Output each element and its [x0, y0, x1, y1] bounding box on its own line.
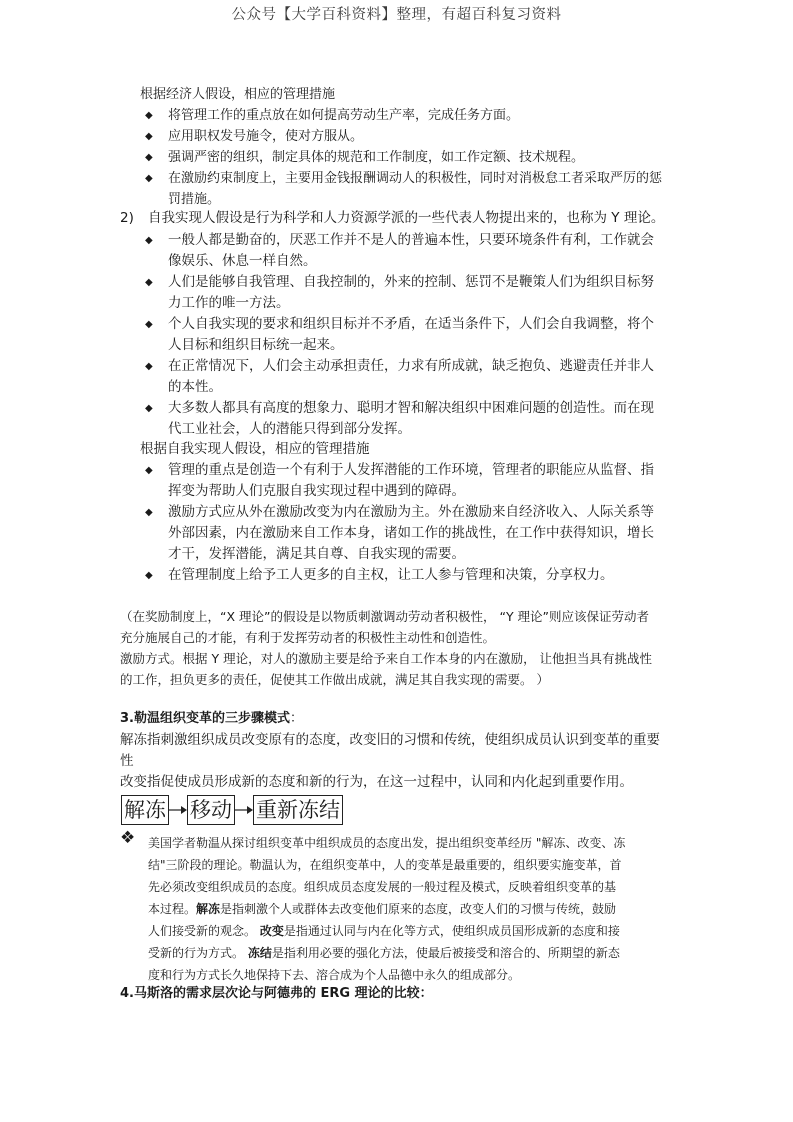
bullet-diamond-icon: ◆ [145, 152, 153, 163]
section4-title: 4.马斯洛的需求层次论与阿德弗的 ERG 理论的比较： [120, 986, 433, 1001]
self-measure: 管理的重点是创造一个有利于人发挥潜能的工作环境，管理者的职能应从监督、指 [168, 462, 654, 478]
detail-line [148, 921, 620, 943]
step-box-move: 移动 [187, 795, 235, 825]
detail-line: 度和行为方式长久地保持下去、溶合成为个人品德中永久的组成部分。 [148, 968, 521, 982]
self-bullet-cont: 的本性。 [168, 379, 222, 395]
step-box-unfreeze: 解冻 [121, 795, 169, 825]
econ-bullet: 在激励约束制度上，主要用金钱报酬调动人的积极性，同时对消极怠工者采取严厉的惩 [168, 171, 663, 186]
econ-intro: 根据经济人假设，相应的管理措施 [140, 87, 336, 102]
self-bullet-cont: 力工作的唯一方法。 [168, 295, 290, 311]
step-box-refreeze: 重新冻结 [253, 795, 343, 825]
self-bullet: 个人自我实现的要求和组织目标并不矛盾，在适当条件下，人们会自我调整，将个 [168, 316, 654, 332]
bullet-diamond-icon: ◆ [145, 319, 153, 330]
section-number: 2) [120, 210, 134, 226]
self-bullet-cont: 代工业社会，人的潜能只得到部分发挥。 [168, 421, 411, 437]
econ-bullet-cont: 罚措施。 [168, 192, 221, 207]
note-line: 激励方式。根据 Y 理论，对人的激励主要是给予来自工作本身的内在激励， 让他担当具有挑战性 [120, 651, 653, 666]
econ-bullet: 应用职权发号施令，使对方服从。 [168, 129, 364, 144]
econ-bullet: 将管理工作的重点放在如何提高劳动生产率，完成任务方面。 [168, 108, 520, 123]
self-title: 自我实现人假设是行为科学和人力资源学派的一些代表人物提出来的，也称为 Y 理论。 [148, 210, 665, 226]
detail-line [148, 943, 620, 965]
note-line: 充分施展自己的才能，有利于发挥劳动者的积极性主动性和创造性。 [120, 630, 496, 645]
detail-line [148, 899, 616, 921]
bullet-diamond-icon: ◆ [145, 570, 153, 581]
bullet-diamond-icon: ◆ [145, 235, 153, 246]
bullet-diamond-icon: ◆ [145, 110, 153, 121]
self-bullet: 人们是能够自我管理、自我控制的，外来的控制、惩罚不是鞭策人们为组织目标努 [168, 274, 654, 290]
detail-text: 是指利用必要的强化方法，使最后被接受和溶合的、所期望的新态 [271, 946, 620, 960]
detail-line: 先必须改变组织成员的态度。组织成员态度发展的一般过程及模式，反映着组织变革的基 [148, 880, 617, 894]
arrow-right-icon [235, 795, 253, 825]
detail-text: 是指通过认同与内在化等方式，使组织成员国形成新的态度和接 [283, 924, 620, 938]
econ-bullet: 强调严密的组织，制定具体的规范和工作制度，如工作定额、技术规程。 [168, 150, 585, 165]
section3-title [120, 709, 303, 729]
detail-text: 是指刺激个人或群体去改变他们原来的态度，改变人们的习惯与传统，鼓励 [220, 902, 617, 916]
detail-line: 美国学者勒温从探讨组织变革中组织成员的态度出发，提出组织变革经历 "解冻、改变、冻 [148, 836, 626, 850]
three-step-flow [121, 795, 343, 825]
self-bullet: 在正常情况下，人们会主动承担责任，力求有所成就，缺乏抱负、逃避责任并非人 [168, 358, 654, 374]
keyword-refreeze: 冻结 [247, 946, 272, 960]
detail-line: 结"三阶段的理论。勒温认为，在组织变革中，人的变革是最重要的，组织要实施变革，首 [148, 858, 622, 872]
detail-text: 人们接受新的观念。 [148, 924, 260, 938]
bullet-diamond-icon: ◆ [145, 403, 153, 414]
page-header: 公众号【大学百科资料】整理，有超百科复习资料 [231, 7, 562, 23]
note-line: 的工作，担负更多的责任，促使其工作做出成就，满足其自我实现的需要。 ） [120, 672, 549, 687]
self-bullet: 大多数人都具有高度的想象力、聪明才智和解决组织中困难问题的创造性。而在现 [168, 400, 654, 416]
bullet-diamond-icon: ◆ [145, 507, 153, 518]
bullet-diamond-icon: ◆ [145, 173, 153, 184]
bullet-diamond-icon: ◆ [145, 465, 153, 476]
self-measure: 激励方式应从外在激励改变为内在激励为主。外在激励来自经济收入、人际关系等 [168, 504, 654, 520]
section3-line: 改变指促使成员形成新的态度和新的行为，在这一过程中，认同和内化起到重要作用。 [120, 774, 633, 790]
self-bullet: 一般人都是勤奋的，厌恶工作并不是人的普遍本性，只要环境条件有利，工作就会 [168, 232, 654, 248]
section3-title-text: 3.勒温组织变革的三步骤模式 [120, 711, 290, 726]
section3-line: 性 [120, 753, 134, 769]
note-line: （在奖励制度上，“X 理论”的假设是以物质刺激调动劳动者积极性， “Y 理论”则应该保证劳动者 [120, 609, 650, 624]
keyword-change: 改变 [259, 924, 284, 938]
detail-text: 受新的行为方式。 [148, 946, 248, 960]
self-measure-cont: 才干，发挥潜能，满足其自尊、自我实现的需要。 [168, 546, 465, 562]
section3-colon: ： [289, 711, 303, 726]
self-bullet-cont: 人目标和组织目标统一起来。 [168, 337, 344, 353]
self-measure-cont: 外部因素，内在激励来自工作本身，诸如工作的挑战性，在工作中获得知识，增长 [168, 525, 654, 541]
keyword-unfreeze: 解冻 [196, 902, 221, 916]
section3-line: 解冻指刺激组织成员改变原有的态度，改变旧的习惯和传统，使组织成员认识到变革的重要 [120, 732, 660, 748]
four-diamond-bullet-icon: ❖ [120, 828, 136, 848]
bullet-diamond-icon: ◆ [145, 361, 153, 372]
bullet-diamond-icon: ◆ [145, 131, 153, 142]
bullet-diamond-icon: ◆ [145, 277, 153, 288]
self-measures-intro: 根据自我实现人假设，相应的管理措施 [140, 441, 370, 457]
self-measure: 在管理制度上给予工人更多的自主权，让工人参与管理和决策，分享权力。 [168, 567, 614, 583]
detail-text: 本过程。 [148, 902, 197, 916]
self-measure-cont: 挥变为帮助人们克服自我实现过程中遇到的障碍。 [168, 483, 465, 499]
arrow-right-icon [169, 795, 187, 825]
self-bullet-cont: 像娱乐、休息一样自然。 [168, 253, 317, 269]
